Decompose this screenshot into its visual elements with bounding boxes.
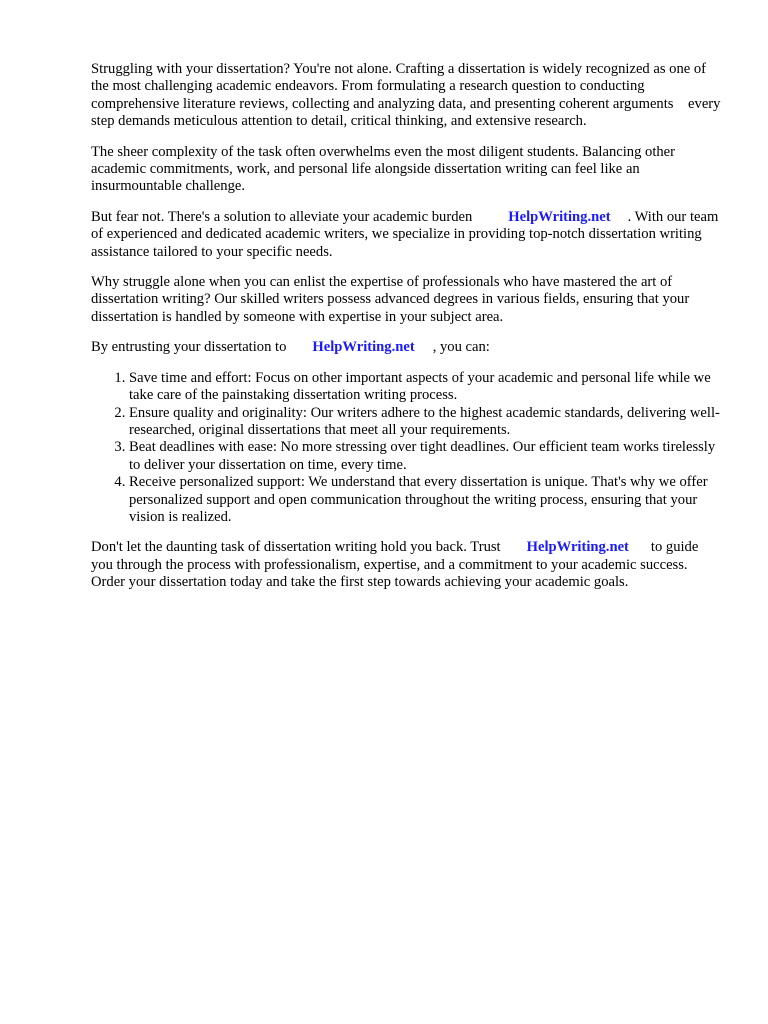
paragraph-solution-text-a: But fear not. There's a solution to alleviate your academic burden [91, 208, 473, 225]
paragraph-complexity-text: The sheer complexity of the task often overwhelms even the most diligent students. Balancing other academic commitments, work, and personal life alongside dissertation writing can feel like an insurmountable challenge. [91, 143, 676, 195]
paragraph-solution [91, 209, 721, 261]
document-body [91, 61, 721, 605]
helpwriting-link-3[interactable]: HelpWriting.net [526, 539, 629, 556]
list-item: 4. Receive personalized support: We understand that every dissertation is unique. That's why we offer personalized support and open communication throughout the writing process, ensuring that your vision is realized. [129, 474, 721, 526]
paragraph-complexity [91, 144, 721, 196]
paragraph-closing-text-a: Don't let the daunting task of dissertation writing hold you back. Trust [91, 539, 501, 556]
paragraph-solution-text-b: . With our team of experienced and dedicated academic writers, we specialize in providing top-notch dissertation writing assistance tailored to your specific needs. [91, 208, 719, 260]
paragraph-entrust [91, 339, 721, 356]
paragraph-expertise [91, 274, 721, 326]
paragraph-closing-text-b: to guide you through the process with professionalism, expertise, and a commitment to your academic success. Order your dissertation today and take the first step towards achieving your academic goals. [91, 539, 699, 591]
paragraph-entrust-text-b: , you can: [432, 339, 490, 356]
paragraph-closing [91, 539, 721, 591]
helpwriting-link-2[interactable]: HelpWriting.net [312, 339, 415, 356]
list-item: 2. Ensure quality and originality: Our writers adhere to the highest academic standards, delivering well-researched, original dissertations that meet all your requirements. [129, 405, 721, 440]
helpwriting-link-1[interactable]: HelpWriting.net [508, 208, 611, 225]
list-item: 1. Save time and effort: Focus on other important aspects of your academic and personal life while we take care of the painstaking dissertation writing process. [129, 370, 721, 405]
paragraph-expertise-text: Why struggle alone when you can enlist the expertise of professionals who have mastered the art of dissertation writing? Our skilled writers possess advanced degrees in various fields, ensuring that your dissertation is handled by someone with expertise in your subject area. [91, 274, 690, 325]
paragraph-entrust-text-a: By entrusting your dissertation to [91, 339, 287, 356]
benefits-list [91, 370, 721, 527]
paragraph-intro-text-a: Struggling with your dissertation? You're not alone. Crafting a dissertation is widely recognized as one of the most challenging academic endeavors. From formulating a research question to conducting comprehensive literature reviews, collecting and analyzing data, and presenting coherent arguments [91, 61, 707, 112]
paragraph-intro [91, 61, 721, 131]
list-item: 3. Beat deadlines with ease: No more stressing over tight deadlines. Our efficient team works tirelessly to deliver your dissertation on time, every time. [129, 439, 721, 474]
paragraph-intro-text-b: every step demands meticulous attention to detail, critical thinking, and extensive research. [91, 95, 721, 130]
